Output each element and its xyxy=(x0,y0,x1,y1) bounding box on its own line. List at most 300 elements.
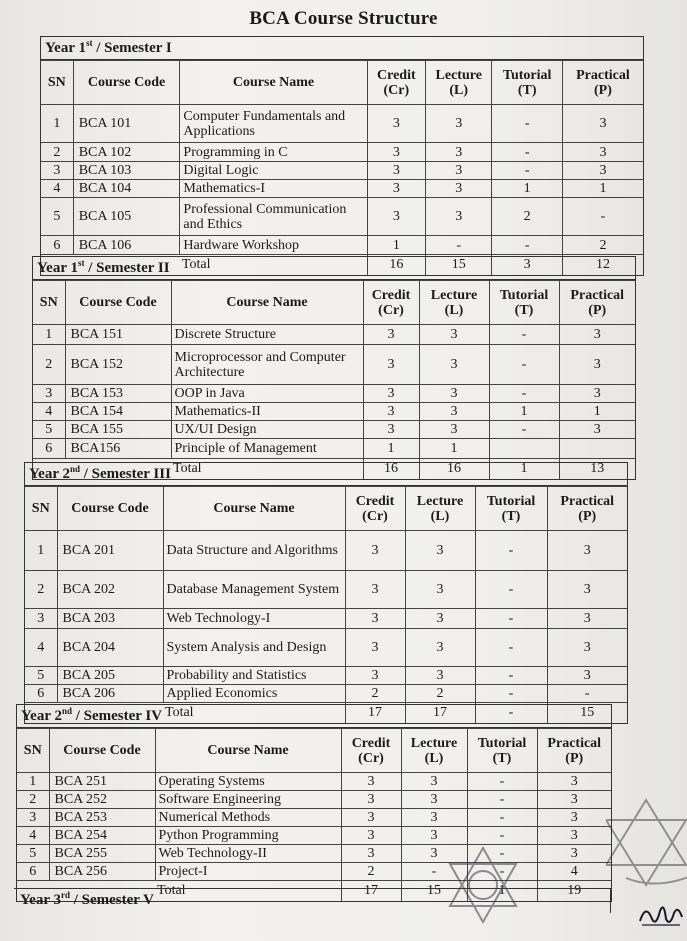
course-name: Operating Systems xyxy=(155,773,341,791)
col-tutorial-sub: (T) xyxy=(501,508,521,524)
course-tutorial: - xyxy=(489,345,559,385)
course-lecture: 3 xyxy=(401,773,467,791)
course-tutorial: 1 xyxy=(492,180,562,198)
course-credit: 3 xyxy=(345,531,405,571)
col-practical-label: Practical xyxy=(576,67,630,83)
course-lecture: 3 xyxy=(419,345,489,385)
course-credit: 3 xyxy=(341,791,401,809)
col-tutorial-sub: (T) xyxy=(514,302,534,318)
course-code: BCA 204 xyxy=(57,629,163,667)
course-credit: 3 xyxy=(341,845,401,863)
col-credit-sub: (Cr) xyxy=(362,508,388,524)
semester-title xyxy=(25,463,627,486)
total-credit: 17 xyxy=(341,881,401,901)
course-code: BCA 205 xyxy=(57,667,163,685)
course-credit: 2 xyxy=(341,863,401,881)
semester-table-3 xyxy=(24,462,628,724)
col-lecture-sub: (L) xyxy=(424,750,444,766)
course-name: Computer Fundamentals and Applications xyxy=(180,105,367,143)
course-sn: 6 xyxy=(33,439,65,459)
col-course-name: Course Name xyxy=(180,61,367,105)
col-practical xyxy=(547,487,627,531)
col-practical xyxy=(537,729,611,773)
semester-label: / Semester II xyxy=(84,260,170,276)
course-sn: 2 xyxy=(17,791,49,809)
course-credit: 3 xyxy=(363,403,419,421)
col-practical-sub: (P) xyxy=(588,302,607,318)
course-tutorial: - xyxy=(492,236,562,255)
semester-label: / Semester V xyxy=(69,892,154,908)
col-credit xyxy=(341,729,401,773)
course-lecture: 3 xyxy=(426,105,492,143)
course-practical: 3 xyxy=(562,162,643,180)
course-lecture: 3 xyxy=(401,845,467,863)
col-tutorial xyxy=(467,729,537,773)
course-sn: 1 xyxy=(17,773,49,791)
course-practical: 3 xyxy=(537,791,611,809)
course-table xyxy=(33,280,635,479)
col-lecture-label: Lecture xyxy=(410,735,458,751)
course-code: BCA 151 xyxy=(65,325,171,345)
year-ordinal: nd xyxy=(61,706,72,716)
course-code: BCA 103 xyxy=(73,162,180,180)
course-practical: 3 xyxy=(562,105,643,143)
col-credit-label: Credit xyxy=(351,735,391,751)
semester-label: / Semester III xyxy=(79,466,171,482)
total-lecture: 15 xyxy=(401,881,467,901)
course-practical: 3 xyxy=(559,385,635,403)
course-tutorial: - xyxy=(467,791,537,809)
course-table xyxy=(17,728,611,901)
course-credit: 3 xyxy=(341,827,401,845)
course-row xyxy=(41,198,643,236)
course-lecture: 3 xyxy=(401,809,467,827)
year-ordinal: st xyxy=(77,258,85,268)
course-name: Probability and Statistics xyxy=(163,667,345,685)
col-practical-sub: (P) xyxy=(578,508,597,524)
course-credit: 1 xyxy=(363,439,419,459)
course-code: BCA 252 xyxy=(49,791,155,809)
course-practical: 3 xyxy=(559,345,635,385)
course-row xyxy=(41,143,643,162)
course-sn: 3 xyxy=(25,609,57,629)
course-sn: 2 xyxy=(25,571,57,609)
course-row xyxy=(17,845,611,863)
col-course-code: Course Code xyxy=(57,487,163,531)
course-sn: 2 xyxy=(33,345,65,385)
course-practical: 3 xyxy=(547,667,627,685)
course-name: Mathematics-II xyxy=(171,403,363,421)
course-credit: 3 xyxy=(363,345,419,385)
course-name: Numerical Methods xyxy=(155,809,341,827)
col-course-name: Course Name xyxy=(171,281,363,325)
course-credit: 3 xyxy=(363,421,419,439)
col-tutorial-label: Tutorial xyxy=(502,67,552,83)
course-practical: 1 xyxy=(559,403,635,421)
course-tutorial: - xyxy=(489,385,559,403)
col-tutorial-label: Tutorial xyxy=(499,287,549,303)
total-practical: 19 xyxy=(537,881,611,901)
course-name: OOP in Java xyxy=(171,385,363,403)
total-lecture: 17 xyxy=(405,703,475,723)
col-credit-label: Credit xyxy=(371,287,411,303)
course-row xyxy=(41,236,643,255)
course-name: Python Programming xyxy=(155,827,341,845)
semester-label: / Semester I xyxy=(92,40,172,56)
course-sn: 4 xyxy=(25,629,57,667)
course-credit: 3 xyxy=(367,162,425,180)
col-lecture-sub: (L) xyxy=(449,82,469,98)
course-name: Programming in C xyxy=(180,143,367,162)
course-name: System Analysis and Design xyxy=(163,629,345,667)
col-practical-label: Practical xyxy=(570,287,625,303)
header-row xyxy=(25,487,627,531)
course-credit: 3 xyxy=(345,629,405,667)
course-credit: 3 xyxy=(341,809,401,827)
semester-table-2 xyxy=(32,256,636,480)
col-credit xyxy=(345,487,405,531)
course-tutorial: - xyxy=(475,667,547,685)
course-row xyxy=(33,439,635,459)
course-tutorial: - xyxy=(475,571,547,609)
course-code: BCA 254 xyxy=(49,827,155,845)
course-row xyxy=(33,385,635,403)
course-sn: 5 xyxy=(41,198,73,236)
col-lecture xyxy=(401,729,467,773)
semester-table-4 xyxy=(16,704,612,902)
semester-title xyxy=(41,37,643,60)
col-credit-sub: (Cr) xyxy=(383,82,410,98)
course-credit: 3 xyxy=(345,609,405,629)
course-row xyxy=(25,531,627,571)
course-lecture: 3 xyxy=(405,531,475,571)
course-credit: 3 xyxy=(367,105,425,143)
course-name: Discrete Structure xyxy=(171,325,363,345)
col-lecture-sub: (L) xyxy=(444,302,464,318)
header-row xyxy=(41,61,643,105)
course-lecture: 3 xyxy=(401,827,467,845)
course-code: BCA 255 xyxy=(49,845,155,863)
course-code: BCA156 xyxy=(65,439,171,459)
course-tutorial: - xyxy=(475,629,547,667)
course-practical: 3 xyxy=(537,773,611,791)
semester-title xyxy=(14,889,610,911)
course-lecture: 3 xyxy=(419,403,489,421)
course-name: Software Engineering xyxy=(155,791,341,809)
course-code: BCA 253 xyxy=(49,809,155,827)
course-lecture: 3 xyxy=(419,421,489,439)
course-practical: 2 xyxy=(562,236,643,255)
total-credit: 16 xyxy=(363,459,419,479)
course-lecture: - xyxy=(426,236,492,255)
col-practical xyxy=(559,281,635,325)
course-code: BCA 102 xyxy=(73,143,180,162)
year-ordinal: st xyxy=(85,38,93,48)
col-credit-sub: (Cr) xyxy=(378,302,404,318)
semester-title xyxy=(33,257,635,280)
col-tutorial-label: Tutorial xyxy=(477,735,527,751)
course-lecture: 3 xyxy=(426,143,492,162)
course-credit: 3 xyxy=(367,198,425,236)
course-name: Professional Communication and Ethics xyxy=(180,198,367,236)
course-tutorial: 2 xyxy=(492,198,562,236)
course-lecture: 3 xyxy=(405,629,475,667)
course-code: BCA 202 xyxy=(57,571,163,609)
course-sn: 1 xyxy=(33,325,65,345)
course-tutorial: - xyxy=(467,809,537,827)
course-code: BCA 153 xyxy=(65,385,171,403)
semester-title xyxy=(17,705,611,728)
course-row xyxy=(17,827,611,845)
course-row xyxy=(17,773,611,791)
course-row xyxy=(33,345,635,385)
course-lecture: 3 xyxy=(426,198,492,236)
course-name: Digital Logic xyxy=(180,162,367,180)
year-label: Year 1 xyxy=(37,260,78,276)
course-tutorial: - xyxy=(475,609,547,629)
col-course-code: Course Code xyxy=(73,61,180,105)
year-label: Year 3 xyxy=(20,892,61,908)
course-practical: - xyxy=(562,198,643,236)
course-tutorial: - xyxy=(489,325,559,345)
course-lecture: 3 xyxy=(419,385,489,403)
course-name: Database Management System xyxy=(163,571,345,609)
course-lecture: 3 xyxy=(401,791,467,809)
col-lecture xyxy=(426,61,492,105)
course-tutorial: 1 xyxy=(489,403,559,421)
course-code: BCA 152 xyxy=(65,345,171,385)
course-tutorial: - xyxy=(492,162,562,180)
course-row xyxy=(41,180,643,198)
course-row xyxy=(41,105,643,143)
col-practical-label: Practical xyxy=(560,493,615,509)
course-lecture: 3 xyxy=(405,667,475,685)
total-practical: 15 xyxy=(547,703,627,723)
col-sn: SN xyxy=(33,281,65,325)
col-sn: SN xyxy=(17,729,49,773)
col-tutorial-label: Tutorial xyxy=(486,493,536,509)
year-label: Year 2 xyxy=(29,466,70,482)
total-label: Total xyxy=(171,459,363,479)
course-row xyxy=(17,809,611,827)
col-practical-sub: (P) xyxy=(565,750,584,766)
course-name: Data Structure and Algorithms xyxy=(163,531,345,571)
col-tutorial xyxy=(492,61,562,105)
course-name: Principle of Management xyxy=(171,439,363,459)
course-sn: 1 xyxy=(41,105,73,143)
col-course-name: Course Name xyxy=(155,729,341,773)
course-table xyxy=(25,486,627,723)
course-row xyxy=(41,162,643,180)
course-credit: 3 xyxy=(367,180,425,198)
course-practical: 3 xyxy=(547,609,627,629)
year-label: Year 2 xyxy=(21,708,62,724)
col-practical-label: Practical xyxy=(547,735,602,751)
col-lecture xyxy=(405,487,475,531)
course-practical: 3 xyxy=(537,809,611,827)
header-row xyxy=(17,729,611,773)
course-practical: 3 xyxy=(537,827,611,845)
total-label: Total xyxy=(155,881,341,901)
col-credit-sub: (Cr) xyxy=(358,750,384,766)
course-name: Hardware Workshop xyxy=(180,236,367,255)
course-lecture: 3 xyxy=(419,325,489,345)
course-code: BCA 154 xyxy=(65,403,171,421)
course-code: BCA 104 xyxy=(73,180,180,198)
course-practical: 3 xyxy=(547,629,627,667)
course-row xyxy=(25,685,627,703)
col-tutorial xyxy=(489,281,559,325)
course-practical: 3 xyxy=(547,571,627,609)
course-sn: 6 xyxy=(41,236,73,255)
col-practical xyxy=(562,61,643,105)
course-row xyxy=(25,571,627,609)
header-row xyxy=(33,281,635,325)
total-lecture: 16 xyxy=(419,459,489,479)
col-course-code: Course Code xyxy=(65,281,171,325)
course-table xyxy=(41,60,643,275)
course-code: BCA 206 xyxy=(57,685,163,703)
course-credit: 1 xyxy=(367,236,425,255)
course-credit: 3 xyxy=(341,773,401,791)
course-code: BCA 101 xyxy=(73,105,180,143)
course-name: Web Technology-II xyxy=(155,845,341,863)
course-code: BCA 105 xyxy=(73,198,180,236)
course-row xyxy=(33,421,635,439)
course-practical: 3 xyxy=(562,143,643,162)
course-lecture: 2 xyxy=(405,685,475,703)
course-sn: 2 xyxy=(41,143,73,162)
year-ordinal: nd xyxy=(69,464,80,474)
course-tutorial: - xyxy=(492,143,562,162)
total-practical: 13 xyxy=(559,459,635,479)
course-name: UX/UI Design xyxy=(171,421,363,439)
course-practical: 3 xyxy=(537,845,611,863)
total-tutorial: 3 xyxy=(492,255,562,275)
course-row xyxy=(25,629,627,667)
col-lecture-sub: (L) xyxy=(430,508,450,524)
course-lecture: 3 xyxy=(405,571,475,609)
total-tutorial: 1 xyxy=(467,881,537,901)
course-name: Mathematics-I xyxy=(180,180,367,198)
semester-table-1 xyxy=(40,36,644,276)
course-code: BCA 203 xyxy=(57,609,163,629)
year-ordinal: rd xyxy=(60,890,70,900)
course-practical: 3 xyxy=(547,531,627,571)
semester-heading-5 xyxy=(14,888,611,913)
col-lecture-label: Lecture xyxy=(416,493,464,509)
total-credit: 17 xyxy=(345,703,405,723)
course-sn: 6 xyxy=(25,685,57,703)
semester-label: / Semester IV xyxy=(71,708,163,724)
course-practical: - xyxy=(547,685,627,703)
course-sn: 3 xyxy=(17,809,49,827)
total-label: Total xyxy=(163,703,345,723)
course-tutorial: - xyxy=(475,685,547,703)
total-credit: 16 xyxy=(367,255,425,275)
course-name: Project-I xyxy=(155,863,341,881)
course-sn: 5 xyxy=(17,845,49,863)
col-course-code: Course Code xyxy=(49,729,155,773)
course-row xyxy=(33,325,635,345)
course-sn: 4 xyxy=(17,827,49,845)
course-tutorial xyxy=(489,439,559,459)
col-tutorial xyxy=(475,487,547,531)
col-lecture-label: Lecture xyxy=(435,67,482,83)
course-practical: 3 xyxy=(559,421,635,439)
course-practical: 3 xyxy=(559,325,635,345)
course-row xyxy=(25,609,627,629)
course-code: BCA 106 xyxy=(73,236,180,255)
course-tutorial: - xyxy=(467,845,537,863)
total-lecture: 15 xyxy=(426,255,492,275)
course-row xyxy=(25,667,627,685)
course-name: Microprocessor and Computer Architecture xyxy=(171,345,363,385)
course-practical: 4 xyxy=(537,863,611,881)
course-credit: 3 xyxy=(363,385,419,403)
total-practical: 12 xyxy=(562,255,643,275)
course-tutorial: - xyxy=(467,827,537,845)
course-practical xyxy=(559,439,635,459)
course-lecture: 3 xyxy=(405,609,475,629)
course-name: Applied Economics xyxy=(163,685,345,703)
course-tutorial: - xyxy=(467,863,537,881)
course-code: BCA 155 xyxy=(65,421,171,439)
course-credit: 3 xyxy=(363,325,419,345)
document-title: BCA Course Structure xyxy=(249,8,438,29)
course-code: BCA 256 xyxy=(49,863,155,881)
course-credit: 3 xyxy=(345,571,405,609)
col-lecture-label: Lecture xyxy=(430,287,478,303)
course-code: BCA 201 xyxy=(57,531,163,571)
course-row xyxy=(17,863,611,881)
course-practical: 1 xyxy=(562,180,643,198)
course-tutorial: - xyxy=(489,421,559,439)
col-credit xyxy=(363,281,419,325)
course-lecture: 1 xyxy=(419,439,489,459)
course-code: BCA 251 xyxy=(49,773,155,791)
course-credit: 2 xyxy=(345,685,405,703)
course-sn: 4 xyxy=(41,180,73,198)
course-tutorial: - xyxy=(475,531,547,571)
office-stamp-right xyxy=(606,790,687,900)
course-sn: 5 xyxy=(33,421,65,439)
course-sn: 3 xyxy=(33,385,65,403)
course-name: Web Technology-I xyxy=(163,609,345,629)
signature xyxy=(636,897,686,931)
total-tutorial: - xyxy=(475,703,547,723)
course-row xyxy=(33,403,635,421)
col-sn: SN xyxy=(25,487,57,531)
course-sn: 3 xyxy=(41,162,73,180)
course-sn: 5 xyxy=(25,667,57,685)
col-tutorial-sub: (T) xyxy=(517,82,537,98)
col-course-name: Course Name xyxy=(163,487,345,531)
col-credit xyxy=(367,61,425,105)
course-tutorial: - xyxy=(492,105,562,143)
col-practical-sub: (P) xyxy=(594,82,612,98)
course-sn: 6 xyxy=(17,863,49,881)
col-credit-label: Credit xyxy=(355,493,395,509)
course-sn: 4 xyxy=(33,403,65,421)
course-lecture: 3 xyxy=(426,180,492,198)
total-tutorial: 1 xyxy=(489,459,559,479)
col-lecture xyxy=(419,281,489,325)
course-row xyxy=(17,791,611,809)
year-label: Year 1 xyxy=(45,40,86,56)
course-tutorial: - xyxy=(467,773,537,791)
col-sn: SN xyxy=(41,61,73,105)
